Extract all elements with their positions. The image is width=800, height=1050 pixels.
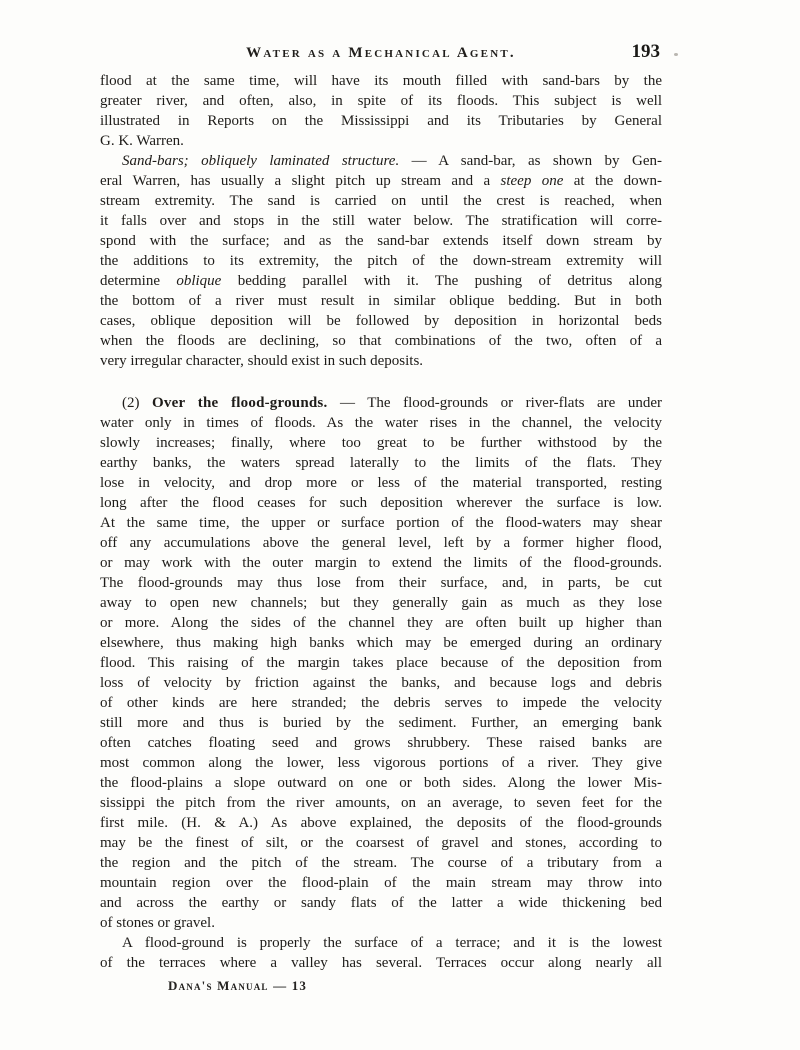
text-line — [100, 753, 662, 773]
text-segment: Over the flood-grounds. — [152, 395, 328, 411]
text-segment: oblique — [176, 273, 222, 289]
text-line — [100, 433, 662, 453]
text-segment: determine — [100, 273, 177, 289]
text-segment: illustrated in Reports on the Mississippi and its Tributaries by General — [100, 113, 662, 129]
text-segment: it falls over and stops in the still water below. The stratification will corre- — [100, 213, 662, 229]
text-segment: G. K. Warren. — [100, 133, 184, 149]
text-segment: bedding parallel with it. The pushing of detritus along — [221, 273, 662, 289]
text-line — [100, 493, 662, 513]
text-segment: or more. Along the sides of the channel they are often built up higher than — [100, 615, 662, 631]
text-line — [100, 833, 662, 853]
page-body — [100, 71, 662, 973]
text-segment: long after the flood ceases for such deposition wherever the surface is low. — [100, 495, 662, 511]
text-segment: of stones or gravel. — [100, 915, 215, 931]
text-line — [100, 593, 662, 613]
text-line — [100, 71, 662, 91]
text-segment: of the terraces where a valley has several. Terraces occur along nearly all — [100, 955, 662, 971]
text-segment: may be the finest of silt, or the coarsest of gravel and stones, according to — [100, 835, 662, 851]
text-line — [100, 291, 662, 311]
text-segment: first mile. (H. & A.) As above explained, the deposits of the flood-grounds — [100, 815, 662, 831]
text-segment: off any accumulations above the general level, left by a former higher flood, — [100, 535, 662, 551]
text-segment: the additions to its extremity, the pitch of the down-stream extremity will — [100, 253, 662, 269]
text-line — [100, 713, 662, 733]
text-line — [100, 311, 662, 331]
text-line — [100, 933, 662, 953]
text-line — [100, 473, 662, 493]
text-segment: of other kinds are here stranded; the debris serves to impede the velocity — [100, 695, 662, 711]
paragraph — [100, 151, 662, 371]
text-line — [100, 853, 662, 873]
text-segment: the region and the pitch of the stream. The course of a tributary from a — [100, 855, 662, 871]
text-segment: elsewhere, thus making high banks which may be emerged during an ordinary — [100, 635, 662, 651]
paragraph — [100, 933, 662, 973]
text-line — [100, 873, 662, 893]
print-speck — [674, 53, 678, 56]
text-line — [100, 533, 662, 553]
text-line — [100, 513, 662, 533]
text-line — [100, 211, 662, 231]
signature-mark: Dana's Manual — 13 — [168, 978, 308, 993]
text-line — [100, 693, 662, 713]
page-footer — [168, 978, 307, 994]
text-line — [100, 251, 662, 271]
text-line — [100, 653, 662, 673]
text-segment: at the down- — [563, 173, 662, 189]
text-segment: steep one — [500, 173, 564, 189]
paragraph — [100, 71, 662, 151]
text-segment: or may work with the outer margin to extend the limits of the flood-grounds. — [100, 555, 662, 571]
text-line — [100, 91, 662, 111]
page-number: 193 — [631, 41, 660, 62]
text-line — [100, 773, 662, 793]
text-segment: flood. This raising of the margin takes place because of the deposition from — [100, 655, 662, 671]
text-segment: loss of velocity by friction against the banks, and because logs and debris — [100, 675, 662, 691]
text-line — [100, 553, 662, 573]
text-segment: water only in times of floods. As the water rises in the channel, the velocity — [100, 415, 662, 431]
text-segment: the flood-plains a slope outward on one or both sides. Along the lower Mis- — [100, 775, 662, 791]
text-line — [100, 573, 662, 593]
text-segment: slowly increases; finally, where too great to be further withstood by the — [100, 435, 662, 451]
text-segment: A flood-ground is properly the surface of a terrace; and it is the lowest — [122, 935, 662, 951]
text-line — [100, 271, 662, 291]
text-segment: eral Warren, has usually a slight pitch up stream and a — [100, 173, 501, 189]
text-segment: most common along the lower, less vigorous portions of a river. They give — [100, 755, 662, 771]
text-line — [100, 331, 662, 351]
text-line — [100, 733, 662, 753]
text-segment: Sand-bars; obliquely laminated structure. — [122, 153, 400, 169]
text-line — [100, 673, 662, 693]
text-segment: cases, oblique deposition will be followed by deposition in horizontal beds — [100, 313, 662, 329]
text-segment: away to open new channels; but they generally gain as much as they lose — [100, 595, 662, 611]
text-line — [100, 393, 662, 413]
text-line — [100, 151, 662, 171]
running-title: Water as a Mechanical Agent. — [246, 45, 516, 61]
text-segment: very irregular character, should exist in such deposits. — [100, 353, 424, 369]
text-segment: stream extremity. The sand is carried on until the crest is reached, when — [100, 193, 662, 209]
page-header — [100, 40, 662, 66]
text-line — [100, 813, 662, 833]
text-line — [100, 111, 662, 131]
text-segment: lose in velocity, and drop more or less of the material transported, resting — [100, 475, 662, 491]
paragraph — [100, 393, 662, 933]
text-line — [100, 893, 662, 913]
text-line — [100, 953, 662, 973]
text-line — [100, 131, 662, 151]
text-segment: still more and thus is buried by the sediment. Further, an emerging bank — [100, 715, 662, 731]
text-line — [100, 793, 662, 813]
text-segment: sissippi the pitch from the river amounts, on an average, to seven feet for the — [100, 795, 662, 811]
text-segment: The flood-grounds may thus lose from their surface, and, in parts, be cut — [100, 575, 662, 591]
text-segment: earthy banks, the waters spread laterally to the limits of the flats. They — [100, 455, 662, 471]
text-line — [100, 613, 662, 633]
text-line — [100, 171, 662, 191]
text-line — [100, 231, 662, 251]
text-segment: greater river, and often, also, in spite of its floods. This subject is well — [100, 93, 662, 109]
text-segment: flood at the same time, will have its mouth filled with sand-bars by the — [100, 73, 662, 89]
text-segment: mountain region over the flood-plain of the main stream may throw into — [100, 875, 662, 891]
text-line — [100, 913, 662, 933]
text-line — [100, 413, 662, 433]
text-line — [100, 351, 662, 371]
text-segment: — A sand-bar, as shown by Gen- — [399, 153, 662, 169]
text-line — [100, 191, 662, 211]
text-segment: — The flood-grounds or river-flats are under — [327, 395, 662, 411]
text-segment: At the same time, the upper or surface portion of the flood-waters may shear — [100, 515, 662, 531]
text-segment: when the floods are declining, so that combinations of the two, often of a — [100, 333, 662, 349]
text-segment: spond with the surface; and as the sand-bar extends itself down stream by — [100, 233, 662, 249]
text-segment: often catches floating seed and grows shrubbery. These raised banks are — [100, 735, 662, 751]
text-segment: (2) — [122, 395, 153, 411]
text-segment: and across the earthy or sandy flats of the latter a wide thickening bed — [100, 895, 662, 911]
text-segment: the bottom of a river must result in similar oblique bedding. But in both — [100, 293, 662, 309]
text-line — [100, 453, 662, 473]
text-line — [100, 633, 662, 653]
